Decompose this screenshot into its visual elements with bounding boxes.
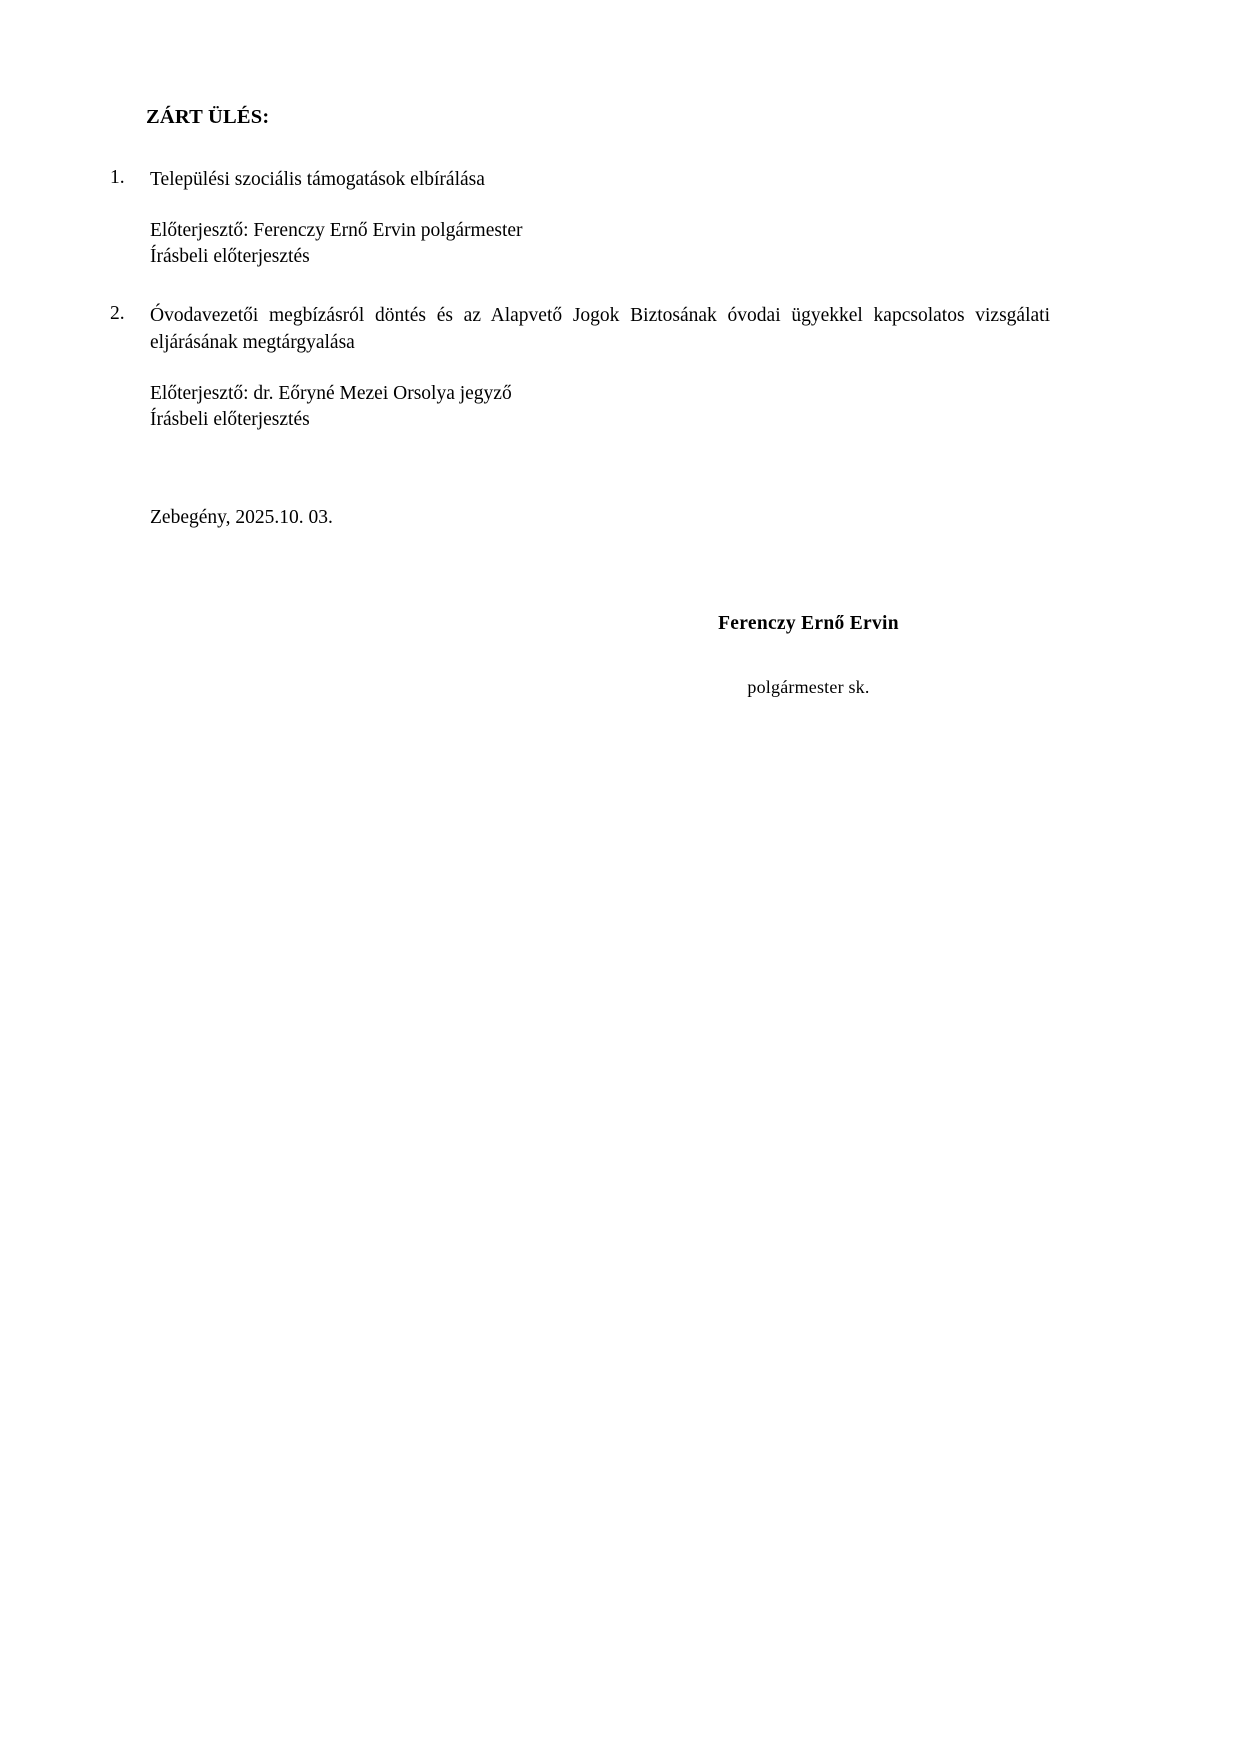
- agenda-item-number: 2.: [110, 303, 125, 325]
- agenda-item-meta: [150, 381, 1129, 432]
- page-title: ZÁRT ÜLÉS:: [146, 106, 270, 128]
- agenda-item-title: Települési szociális támogatások elbírálása: [150, 169, 485, 190]
- agenda-item-form: Írásbeli előterjesztés: [150, 245, 310, 267]
- agenda-item-form: Írásbeli előterjesztés: [150, 408, 310, 430]
- signature-role: polgármester sk.: [747, 676, 870, 697]
- agenda-item-number: 1.: [110, 167, 125, 188]
- agenda-item-meta: [150, 218, 1129, 269]
- signature-name: Ferenczy Ernő Ervin: [718, 612, 899, 634]
- agenda-list: [110, 167, 1129, 433]
- agenda-item-body: [150, 303, 1129, 432]
- agenda-item-body: [150, 167, 1129, 269]
- agenda-item: [110, 167, 1129, 269]
- agenda-item-presenter: Előterjesztő: Ferenczy Ernő Ervin polgármester: [150, 219, 523, 241]
- date-line: Zebegény, 2025.10. 03.: [150, 506, 333, 528]
- signature-block: [128, 613, 1129, 698]
- agenda-item-title: Óvodavezetői megbízásról döntés és az Alapvető Jogok Biztosának óvodai ügyekkel kapcsolatos vizsgálati eljárásának megtárgyalása: [150, 305, 1050, 354]
- agenda-item-presenter: Előterjesztő: dr. Eőryné Mezei Orsolya jegyző: [150, 383, 512, 405]
- agenda-item: [110, 303, 1129, 432]
